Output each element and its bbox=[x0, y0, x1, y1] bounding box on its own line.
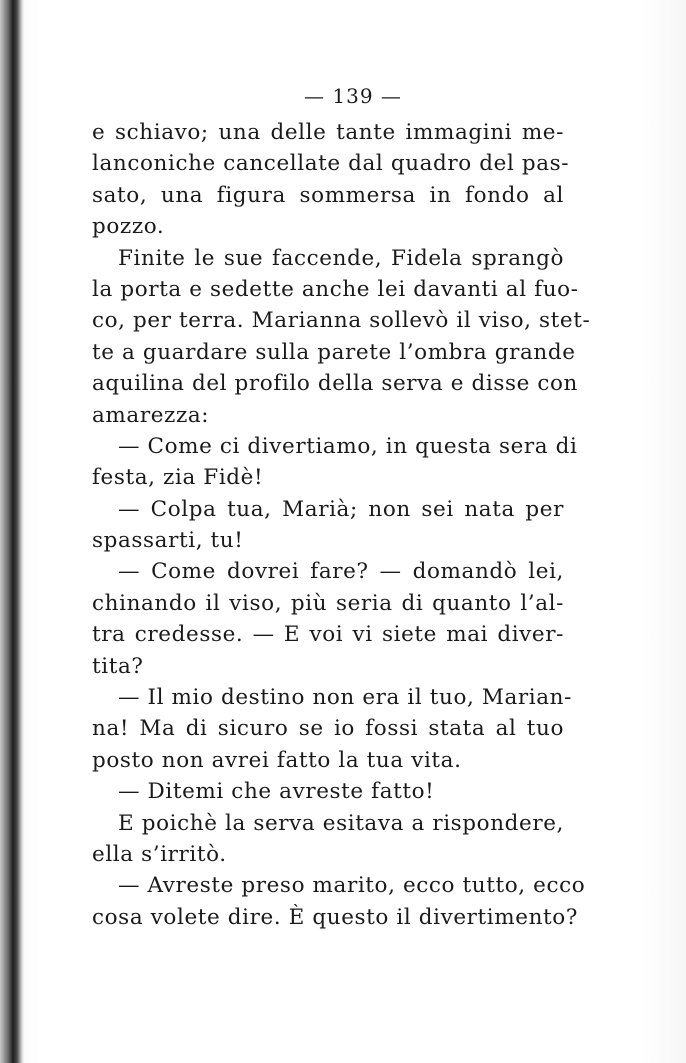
text-line: spassarti, tu! bbox=[92, 528, 244, 554]
text-line: cosa volete dire. È questo il divertimento? bbox=[92, 904, 578, 930]
body-text bbox=[92, 117, 591, 933]
text-line: te a guardare sulla parete l’ombra grande bbox=[92, 339, 576, 365]
page-binding-edge bbox=[0, 0, 24, 1063]
text-line: chinando il viso, più seria di quanto l’al- bbox=[92, 590, 564, 616]
text-line: co, per terra. Marianna sollevò il viso, stet- bbox=[92, 308, 591, 334]
text-line: la porta e sedette anche lei davanti al fuo- bbox=[92, 276, 579, 302]
text-line: — Avreste preso marito, ecco tutto, ecco bbox=[118, 873, 586, 899]
page-number: — 139 — bbox=[304, 84, 402, 108]
text-line: — Ditemi che avreste fatto! bbox=[118, 779, 435, 805]
text-line: tra credesse. — E voi vi siete mai diver- bbox=[92, 622, 564, 648]
text-line: na! Ma di sicuro se io fossi stata al tuo bbox=[92, 716, 564, 742]
text-line: Finite le sue faccende, Fidela sprangò bbox=[118, 245, 564, 271]
text-line: — Come ci divertiamo, in questa sera di bbox=[118, 433, 578, 459]
text-line: tita? bbox=[92, 653, 144, 679]
text-line: ella s’irritò. bbox=[92, 841, 227, 867]
text-line: — Come dovrei fare? — domandò lei, bbox=[118, 559, 564, 585]
text-line: — Colpa tua, Marià; non sei nata per bbox=[118, 496, 564, 522]
text-line: E poichè la serva esitava a rispondere, bbox=[118, 810, 564, 836]
text-line: posto non avrei fatto la tua vita. bbox=[92, 747, 462, 773]
text-line: — Il mio destino non era il tuo, Marian- bbox=[118, 685, 572, 711]
text-line: amarezza: bbox=[92, 402, 210, 428]
text-line: aquilina del profilo della serva e disse con bbox=[92, 371, 579, 397]
text-line: lanconiche cancellate dal quadro del pas- bbox=[92, 151, 570, 177]
text-line: e schiavo; una delle tante immagini me- bbox=[92, 120, 564, 145]
text-line: festa, zia Fidè! bbox=[92, 465, 264, 491]
text-line: sato, una figura sommersa in fondo al bbox=[92, 182, 564, 208]
text-line: pozzo. bbox=[92, 214, 165, 240]
